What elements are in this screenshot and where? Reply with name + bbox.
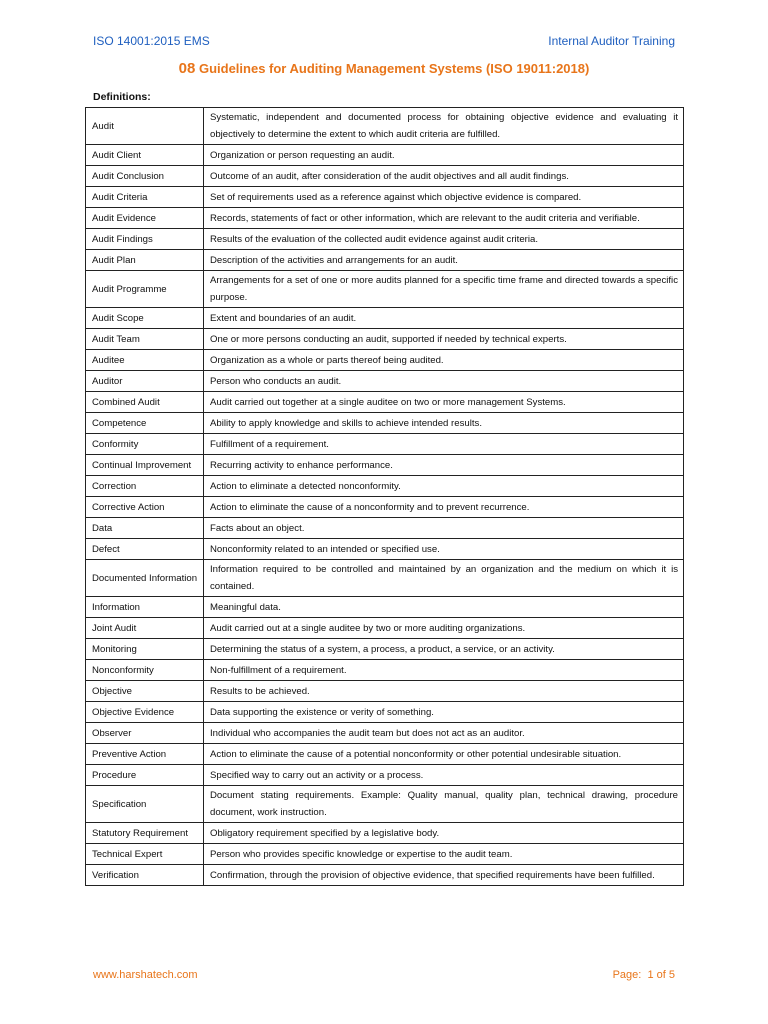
term-cell: Procedure — [86, 765, 204, 786]
definition-cell: Person who provides specific knowledge or expertise to the audit team. — [204, 844, 684, 865]
table-row — [86, 371, 684, 392]
term-cell: Observer — [86, 723, 204, 744]
table-row — [86, 660, 684, 681]
term-cell: Nonconformity — [86, 660, 204, 681]
definition-cell: Recurring activity to enhance performance. — [204, 455, 684, 476]
table-row — [86, 455, 684, 476]
table-row — [86, 108, 684, 145]
definition-cell: Meaningful data. — [204, 597, 684, 618]
definition-cell: Data supporting the existence or verity of something. — [204, 702, 684, 723]
table-row — [86, 765, 684, 786]
definition-cell: Nonconformity related to an intended or specified use. — [204, 539, 684, 560]
term-cell: Joint Audit — [86, 618, 204, 639]
definition-cell: Extent and boundaries of an audit. — [204, 308, 684, 329]
header-course-name: Internal Auditor Training — [548, 34, 675, 48]
term-cell: Specification — [86, 786, 204, 823]
table-row — [86, 844, 684, 865]
definition-cell: Fulfillment of a requirement. — [204, 434, 684, 455]
term-cell: Conformity — [86, 434, 204, 455]
definition-cell: Set of requirements used as a reference against which objective evidence is compared. — [204, 187, 684, 208]
table-row — [86, 539, 684, 560]
section-title: Guidelines for Auditing Management Systems (ISO 19011:2018) — [198, 61, 590, 76]
definition-cell: Non-fulfillment of a requirement. — [204, 660, 684, 681]
definition-cell: Organization as a whole or parts thereof being audited. — [204, 350, 684, 371]
table-row — [86, 618, 684, 639]
definition-cell: Systematic, independent and documented process for obtaining objective evidence and evaluating it objectively to determine the extent to which audit criteria are fulfilled. — [204, 108, 684, 145]
table-row — [86, 350, 684, 371]
table-row — [86, 166, 684, 187]
definition-cell: Action to eliminate the cause of a nonconformity and to prevent recurrence. — [204, 497, 684, 518]
definition-cell: Description of the activities and arrangements for an audit. — [204, 250, 684, 271]
definitions-table — [85, 107, 684, 886]
term-cell: Combined Audit — [86, 392, 204, 413]
term-cell: Monitoring — [86, 639, 204, 660]
term-cell: Audit Team — [86, 329, 204, 350]
table-row — [86, 597, 684, 618]
table-row — [86, 329, 684, 350]
definition-cell: Results of the evaluation of the collected audit evidence against audit criteria. — [204, 229, 684, 250]
term-cell: Audit — [86, 108, 204, 145]
section-number: 08 — [178, 60, 196, 77]
definition-cell: Results to be achieved. — [204, 681, 684, 702]
definition-cell: Person who conducts an audit. — [204, 371, 684, 392]
table-row — [86, 639, 684, 660]
table-row — [86, 476, 684, 497]
definition-cell: One or more persons conducting an audit, supported if needed by technical experts. — [204, 329, 684, 350]
definition-cell: Confirmation, through the provision of objective evidence, that specified requirements have been fulfilled. — [204, 865, 684, 886]
term-cell: Data — [86, 518, 204, 539]
table-row — [86, 702, 684, 723]
term-cell: Audit Criteria — [86, 187, 204, 208]
term-cell: Audit Programme — [86, 271, 204, 308]
term-cell: Defect — [86, 539, 204, 560]
term-cell: Objective — [86, 681, 204, 702]
definition-cell: Action to eliminate a detected nonconformity. — [204, 476, 684, 497]
definition-cell: Determining the status of a system, a process, a product, a service, or an activity. — [204, 639, 684, 660]
term-cell: Preventive Action — [86, 744, 204, 765]
term-cell: Correction — [86, 476, 204, 497]
table-row — [86, 434, 684, 455]
page-label: Page: — [612, 969, 642, 981]
table-row — [86, 497, 684, 518]
definition-cell: Outcome of an audit, after consideration of the audit objectives and all audit findings. — [204, 166, 684, 187]
term-cell: Auditor — [86, 371, 204, 392]
term-cell: Documented Information — [86, 560, 204, 597]
page-value: 1 of 5 — [647, 969, 675, 981]
table-row — [86, 865, 684, 886]
footer-website: www.harshatech.com — [93, 969, 198, 981]
table-row — [86, 518, 684, 539]
definitions-heading: Definitions: — [93, 91, 151, 103]
definition-cell: Ability to apply knowledge and skills to achieve intended results. — [204, 413, 684, 434]
term-cell: Audit Scope — [86, 308, 204, 329]
table-row — [86, 187, 684, 208]
page-title — [0, 60, 768, 77]
table-row — [86, 723, 684, 744]
table-row — [86, 229, 684, 250]
term-cell: Audit Client — [86, 145, 204, 166]
definition-cell: Action to eliminate the cause of a potential nonconformity or other potential undesirable situation. — [204, 744, 684, 765]
definition-cell: Facts about an object. — [204, 518, 684, 539]
header-standard-name: ISO 14001:2015 EMS — [93, 34, 210, 48]
table-row — [86, 145, 684, 166]
definition-cell: Individual who accompanies the audit team but does not act as an auditor. — [204, 723, 684, 744]
table-row — [86, 681, 684, 702]
term-cell: Audit Evidence — [86, 208, 204, 229]
table-row — [86, 208, 684, 229]
footer-page-number — [613, 969, 675, 981]
definition-cell: Arrangements for a set of one or more audits planned for a specific time frame and directed towards a specific purpose. — [204, 271, 684, 308]
table-row — [86, 308, 684, 329]
definition-cell: Document stating requirements. Example: Quality manual, quality plan, technical drawing, procedure document, work instruction. — [204, 786, 684, 823]
term-cell: Audit Conclusion — [86, 166, 204, 187]
definition-cell: Records, statements of fact or other information, which are relevant to the audit criteria and verifiable. — [204, 208, 684, 229]
term-cell: Audit Plan — [86, 250, 204, 271]
table-row — [86, 392, 684, 413]
definition-cell: Information required to be controlled and maintained by an organization and the medium on which it is contained. — [204, 560, 684, 597]
term-cell: Continual Improvement — [86, 455, 204, 476]
term-cell: Auditee — [86, 350, 204, 371]
term-cell: Competence — [86, 413, 204, 434]
definition-cell: Specified way to carry out an activity or a process. — [204, 765, 684, 786]
definition-cell: Obligatory requirement specified by a legislative body. — [204, 823, 684, 844]
term-cell: Verification — [86, 865, 204, 886]
term-cell: Statutory Requirement — [86, 823, 204, 844]
table-row — [86, 271, 684, 308]
term-cell: Information — [86, 597, 204, 618]
term-cell: Objective Evidence — [86, 702, 204, 723]
table-row — [86, 560, 684, 597]
definition-cell: Audit carried out together at a single auditee on two or more management Systems. — [204, 392, 684, 413]
term-cell: Technical Expert — [86, 844, 204, 865]
table-row — [86, 823, 684, 844]
table-row — [86, 413, 684, 434]
table-row — [86, 744, 684, 765]
table-row — [86, 250, 684, 271]
term-cell: Audit Findings — [86, 229, 204, 250]
definition-cell: Audit carried out at a single auditee by two or more auditing organizations. — [204, 618, 684, 639]
table-row — [86, 786, 684, 823]
term-cell: Corrective Action — [86, 497, 204, 518]
definition-cell: Organization or person requesting an audit. — [204, 145, 684, 166]
